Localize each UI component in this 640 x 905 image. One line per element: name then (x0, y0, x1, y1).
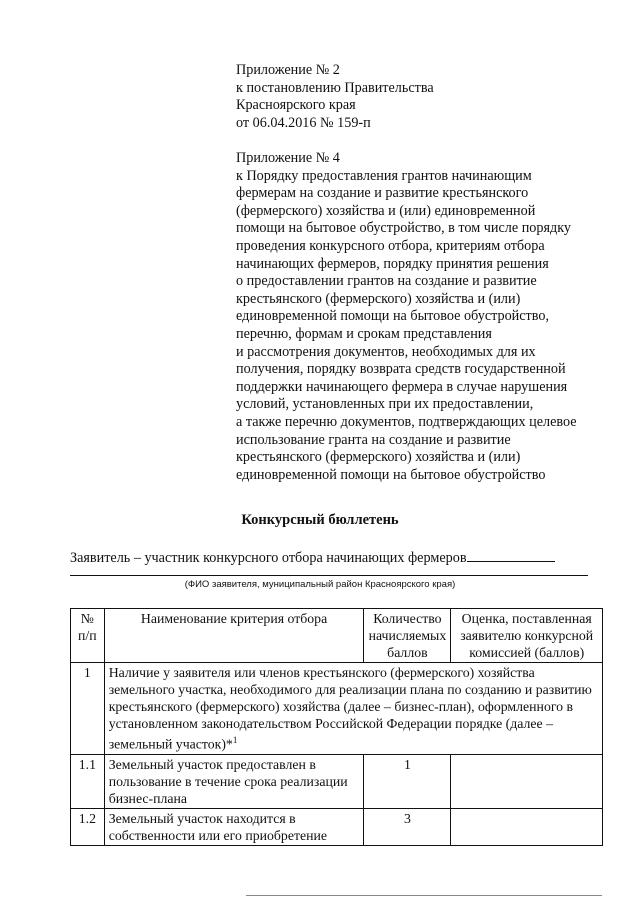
footnote-mark: 1 (232, 735, 238, 745)
table-row (71, 754, 603, 808)
applicant-name-rule (70, 575, 588, 576)
table-header-row (71, 609, 603, 663)
appendix-line: фермерам на создание и развитие крестьянского (236, 185, 529, 202)
row-points: 1 (364, 754, 451, 808)
appendix-line: к постановлению Правительства (236, 79, 434, 96)
row-evaluation-cell[interactable] (451, 754, 603, 808)
appendix-line: о предоставлении грантов на создание и развитие (236, 273, 537, 290)
header-name: Наименование критерия отбора (104, 609, 364, 663)
row-evaluation-cell[interactable] (451, 808, 603, 845)
appendix-line: получения, порядку возврата средств государственной (236, 361, 566, 378)
appendix-2-header (236, 62, 434, 132)
appendix-line: крестьянского (фермерского) хозяйства и (или) (236, 449, 521, 466)
appendix-line: Красноярского края (236, 97, 356, 114)
document-title: Конкурсный бюллетень (241, 512, 399, 528)
appendix-line: проведения конкурсного отбора, критериям отбора (236, 237, 545, 254)
appendix-line: перечню, формам и срокам представления (236, 325, 492, 342)
header-num: № п/п (71, 609, 105, 663)
row-num: 1 (71, 663, 105, 755)
appendix-line: (фермерского) хозяйства и (или) единовременной (236, 202, 536, 219)
appendix-line: от 06.04.2016 № 159-п (236, 114, 371, 131)
appendix-line: помощи на бытовое обустройство, в том числе порядку (236, 220, 572, 237)
row-criterion: Земельный участок находится в собственности или его приобретение (104, 808, 364, 845)
appendix-line: к Порядку предоставления грантов начинающим (236, 167, 532, 184)
appendix-4-header (236, 150, 577, 484)
applicant-line (70, 547, 555, 567)
section-1-text (104, 663, 602, 755)
row-num: 1.2 (71, 808, 105, 845)
criteria-table (70, 608, 603, 846)
row-criterion: Земельный участок предоставлен в пользование в течение срока реализации бизнес-плана (104, 754, 364, 808)
applicant-blank-field[interactable] (467, 547, 555, 562)
appendix-line: крестьянского (фермерского) хозяйства и (или) (236, 290, 521, 307)
appendix-line: начинающих фермеров, порядку принятия решения (236, 255, 549, 272)
appendix-line: единовременной помощи на бытовое обустройство, (236, 308, 550, 325)
appendix-line: Приложение № 4 (236, 150, 340, 166)
table-row (71, 808, 603, 845)
appendix-line: единовременной помощи на бытовое обустройство (236, 466, 546, 483)
appendix-line: Приложение № 2 (236, 62, 340, 78)
row-num: 1.1 (71, 754, 105, 808)
appendix-line: а также перечню документов, подтверждающих целевое (236, 413, 577, 430)
header-evaluation: Оценка, поставленная заявителю конкурсной комиссией (баллов) (451, 609, 603, 663)
appendix-line: и рассмотрения документов, необходимых для их (236, 343, 536, 360)
appendix-line: условий, установленных при их предоставлении, (236, 396, 534, 413)
appendix-line: использование гранта на создание и развитие (236, 431, 511, 448)
appendix-line: поддержки начинающего фермера в случае нарушения (236, 378, 568, 395)
applicant-label: Заявитель – участник конкурсного отбора начинающих фермеров (70, 550, 467, 566)
header-points: Количество начисляемых баллов (364, 609, 451, 663)
table-row-section-1 (71, 663, 603, 755)
row-points: 3 (364, 808, 451, 845)
scan-edge-line (246, 895, 602, 896)
section-1-label: Наличие у заявителя или членов крестьянского (фермерского) хозяйства земельного участка, необходимого для реализации плана по созданию и развитию крестьянского (фермерского) хозяйства (далее – бизнес-план), оформленного в установленном законодательством Российской Федерации порядке (далее – земельный участок)* (108, 665, 592, 752)
applicant-caption: (ФИО заявителя, муниципальный район Красноярского края) (184, 579, 456, 590)
